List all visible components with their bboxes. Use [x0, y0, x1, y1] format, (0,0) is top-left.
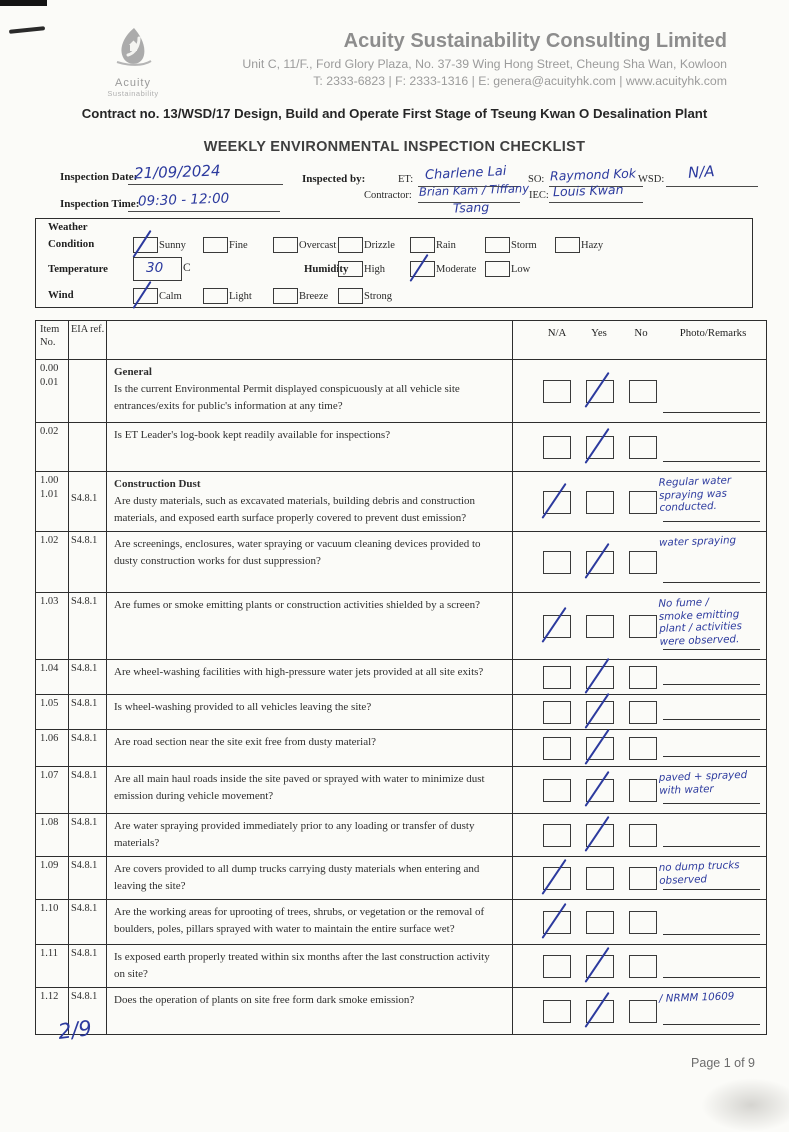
eia-ref: S4.8.1 — [71, 663, 98, 675]
checkbox-calm[interactable] — [133, 288, 158, 304]
header-yes: Yes — [591, 327, 607, 339]
checkbox-no[interactable] — [629, 737, 657, 760]
question-text: Are water spraying provided immediately prior to any loading or transfer of dusty materials? — [114, 820, 475, 850]
contract-line: Contract no. 13/WSD/17 Design, Build and Operate First Stage of Tseung Kwan O Desalination Plant — [81, 106, 708, 121]
checkbox-na[interactable] — [543, 1000, 571, 1023]
remark-line — [663, 846, 760, 847]
remark-line — [663, 719, 760, 720]
checkbox-na[interactable] — [543, 436, 571, 459]
checkbox-na[interactable] — [543, 701, 571, 724]
checkbox-no[interactable] — [629, 1000, 657, 1023]
contractor-label: Contractor: — [364, 190, 412, 201]
contractor-value: Brian Kam / Tiffany — [418, 181, 530, 199]
remark-line — [663, 1024, 760, 1025]
inspection-time-value: 09:30 - 12:00 — [137, 190, 230, 210]
answer-cell — [513, 593, 766, 659]
checkbox-no[interactable] — [629, 551, 657, 574]
header-question — [107, 321, 513, 359]
item-no: 1.02 — [40, 535, 59, 547]
checkbox-no[interactable] — [629, 666, 657, 689]
so-value: Raymond Kok — [549, 165, 637, 184]
header-photo-remarks: Photo/Remarks — [679, 327, 747, 339]
item-no: 1.06 — [40, 733, 59, 745]
item-no: 1.07 — [40, 770, 59, 782]
section-title: Construction Dust — [114, 478, 201, 490]
table-row — [36, 360, 766, 423]
weather-box-label: Weather — [48, 221, 88, 233]
weather-option-sunny — [133, 236, 186, 254]
header-item-line2: No. — [40, 337, 56, 348]
remark-line — [663, 684, 760, 685]
eia-cell — [69, 660, 107, 694]
remark-line — [663, 977, 760, 978]
weather-option-label: Sunny — [159, 239, 186, 251]
question-cell — [107, 660, 513, 694]
company-name: Acuity Sustainability Consulting Limited — [343, 30, 727, 52]
table-header-row — [36, 321, 766, 360]
answer-cell — [513, 532, 766, 592]
remark-handwriting: water spraying — [658, 534, 737, 550]
eia-ref: S4.8.1 — [71, 698, 98, 710]
answer-cell — [513, 472, 766, 531]
item-cell — [36, 814, 69, 856]
header-eia: EIA ref. — [69, 321, 107, 359]
checkbox-no[interactable] — [629, 491, 657, 514]
item-no-top: 0.00 — [40, 363, 59, 374]
question-text: Is wheel-washing provided to all vehicles leaving the site? — [114, 701, 372, 714]
remark-line — [663, 461, 760, 462]
table-row — [36, 532, 766, 593]
humidity-label: Humidity — [304, 263, 349, 275]
wind-label: Wind — [48, 289, 74, 301]
remark-handwriting: no dump trucks observed — [658, 859, 740, 887]
eia-cell — [69, 593, 107, 659]
temperature-unit: C — [183, 262, 191, 274]
item-cell — [36, 532, 69, 592]
wind-options — [36, 287, 752, 309]
weather-option-rain — [410, 236, 456, 254]
weather-option-moderate — [410, 260, 476, 278]
section-title: General — [114, 366, 152, 378]
header-no: No — [634, 327, 648, 339]
answer-cell — [513, 900, 766, 944]
weather-option-overcast — [273, 236, 336, 254]
company-logo — [100, 26, 166, 98]
question-cell — [107, 945, 513, 987]
checkbox-yes[interactable] — [586, 737, 614, 760]
table-row — [36, 472, 766, 532]
checkbox-no[interactable] — [629, 380, 657, 403]
wsd-label: WSD: — [638, 174, 665, 185]
checkbox-yes[interactable] — [586, 955, 614, 978]
checkbox-na[interactable] — [543, 551, 571, 574]
checkbox-high[interactable] — [338, 261, 363, 277]
remark-line — [663, 582, 760, 583]
checkbox-na[interactable] — [543, 666, 571, 689]
checkbox-yes[interactable] — [586, 779, 614, 802]
eia-cell — [69, 360, 107, 422]
checkbox-sunny[interactable] — [133, 237, 158, 253]
answer-cell — [513, 730, 766, 766]
eia-cell — [69, 814, 107, 856]
checkbox-low[interactable] — [485, 261, 510, 277]
table-row — [36, 695, 766, 730]
checkbox-yes[interactable] — [586, 824, 614, 847]
weather-option-breeze — [273, 287, 328, 305]
et-value: Charlene Lai — [424, 163, 507, 184]
checkbox-yes[interactable] — [586, 436, 614, 459]
item-cell — [36, 945, 69, 987]
weather-option-label: Drizzle — [364, 239, 395, 251]
question-text: Is ET Leader's log-book kept readily available for inspections? — [114, 429, 391, 441]
eia-cell — [69, 767, 107, 813]
answer-cell — [513, 814, 766, 856]
checkbox-na[interactable] — [543, 491, 571, 514]
eia-cell — [69, 472, 107, 531]
table-row — [36, 814, 766, 857]
checkbox-fine[interactable] — [203, 237, 228, 253]
question-text: Are covers provided to all dump trucks carrying dusty materials when entering and leaving the site? — [114, 863, 480, 893]
table-row — [36, 900, 766, 945]
question-text: Are road section near the site exit free from dusty material? — [114, 736, 377, 749]
weather-option-low — [485, 260, 530, 278]
weather-option-drizzle — [338, 236, 395, 254]
table-row — [36, 945, 766, 988]
weather-option-fine — [203, 236, 248, 254]
question-text: Are screenings, enclosures, water spraying or vacuum cleaning devices provided to dusty construction works for dust suppression? — [114, 538, 481, 568]
checkbox-na[interactable] — [543, 615, 571, 638]
weather-option-high — [338, 260, 385, 278]
checklist-table — [35, 320, 767, 1035]
page-number: Page 1 of 9 — [691, 1056, 755, 1070]
humidity-options — [36, 260, 752, 282]
weather-option-label: Strong — [364, 290, 393, 302]
checkbox-no[interactable] — [629, 615, 657, 638]
question-cell — [107, 857, 513, 899]
weather-option-label: Fine — [229, 239, 248, 251]
eia-cell — [69, 423, 107, 471]
contractor-value-line2: Tsang — [452, 199, 490, 216]
scan-corner-smudge — [701, 1078, 789, 1132]
question-cell — [107, 767, 513, 813]
question-cell — [107, 988, 513, 1034]
weather-option-label: Hazy — [581, 239, 604, 251]
answer-cell — [513, 857, 766, 899]
item-cell — [36, 695, 69, 729]
checklist-rows — [36, 360, 766, 1034]
eia-cell — [69, 900, 107, 944]
checkbox-yes[interactable] — [586, 491, 614, 514]
inspected-by-label: Inspected by: — [302, 173, 366, 185]
iec-value: Louis Kwan — [552, 181, 624, 200]
form-title: WEEKLY ENVIRONMENTAL INSPECTION CHECKLIST — [203, 139, 586, 155]
answer-cell — [513, 695, 766, 729]
item-cell — [36, 900, 69, 944]
weather-option-label: Light — [229, 290, 252, 302]
remark-handwriting: paved + sprayed with water — [658, 768, 748, 797]
checkbox-no[interactable] — [629, 867, 657, 890]
checkbox-strong[interactable] — [338, 288, 363, 304]
header-item-line1: Item — [40, 324, 60, 335]
checkbox-hazy[interactable] — [555, 237, 580, 253]
temperature-value: 30 — [146, 260, 164, 276]
company-contact: T: 2333-6823 | F: 2333-1316 | E: genera@acuityhk.com | www.acuityhk.com — [313, 74, 727, 88]
remark-handwriting: No fume / smoke emitting plant / activities were observed. — [658, 596, 743, 648]
acuity-leaf-logo-icon — [109, 57, 157, 74]
remark-line — [663, 521, 760, 522]
eia-ref: S4.8.1 — [71, 948, 98, 960]
header-answers — [513, 321, 766, 359]
item-cell — [36, 360, 69, 422]
condition-label: Condition — [48, 238, 95, 250]
weather-option-label: Moderate — [436, 263, 477, 275]
item-no: 1.01 — [40, 489, 59, 500]
weather-option-hazy — [555, 236, 603, 254]
item-no: 0.02 — [40, 426, 59, 437]
temperature-label: Temperature — [48, 263, 108, 275]
eia-cell — [69, 857, 107, 899]
checkbox-moderate[interactable] — [410, 261, 435, 277]
checkbox-breeze[interactable] — [273, 288, 298, 304]
remark-line — [663, 803, 760, 804]
eia-ref: S4.8.1 — [71, 903, 98, 915]
condition-options — [36, 236, 752, 258]
weather-option-strong — [338, 287, 392, 305]
checkbox-yes[interactable] — [586, 911, 614, 934]
eia-cell — [69, 730, 107, 766]
logo-title: Acuity — [115, 77, 151, 89]
question-cell — [107, 532, 513, 592]
checkbox-no[interactable] — [629, 824, 657, 847]
handwritten-page-number: 2/9 — [56, 1016, 94, 1044]
eia-cell — [69, 532, 107, 592]
remark-line — [663, 889, 760, 890]
answer-cell — [513, 660, 766, 694]
item-cell — [36, 593, 69, 659]
answer-cell — [513, 360, 766, 422]
checkbox-no[interactable] — [629, 701, 657, 724]
question-text: Are fumes or smoke emitting plants or construction activities shielded by a screen? — [114, 599, 480, 612]
inspection-date-label: Inspection Date: — [60, 171, 138, 183]
et-label: ET: — [398, 174, 414, 185]
eia-ref: S4.8.1 — [71, 493, 98, 504]
weather-option-storm — [485, 236, 537, 254]
weather-option-label: Storm — [511, 239, 537, 251]
question-cell — [107, 695, 513, 729]
eia-ref: S4.8.1 — [71, 733, 98, 745]
checkbox-yes[interactable] — [586, 1000, 614, 1023]
checkbox-no[interactable] — [629, 779, 657, 802]
table-row — [36, 988, 766, 1034]
iec-label: IEC: — [529, 190, 549, 201]
question-cell — [107, 360, 513, 422]
question-cell — [107, 472, 513, 531]
checkbox-light[interactable] — [203, 288, 228, 304]
checkbox-na[interactable] — [543, 824, 571, 847]
item-no-top: 1.00 — [40, 475, 59, 486]
item-no: 1.08 — [40, 817, 59, 829]
checkbox-na[interactable] — [543, 911, 571, 934]
question-text: Is the current Environmental Permit displayed conspicuously at all vehicle site entrances/exits for public's information at any time? — [114, 383, 460, 413]
item-no: 1.11 — [40, 948, 58, 960]
checkbox-storm[interactable] — [485, 237, 510, 253]
eia-cell — [69, 695, 107, 729]
question-cell — [107, 593, 513, 659]
remark-handwriting: Regular water spraying was conducted. — [658, 474, 732, 515]
weather-option-label: Overcast — [299, 239, 337, 251]
item-no: 0.01 — [40, 377, 59, 388]
table-row — [36, 593, 766, 660]
checkbox-no[interactable] — [629, 911, 657, 934]
weather-option-label: Calm — [159, 290, 182, 302]
item-no: 1.04 — [40, 663, 59, 675]
checkbox-yes[interactable] — [586, 380, 614, 403]
question-cell — [107, 730, 513, 766]
weather-box — [35, 218, 753, 308]
eia-ref: S4.8.1 — [71, 817, 98, 829]
eia-ref: S4.8.1 — [71, 991, 98, 1003]
item-no: 1.09 — [40, 860, 59, 872]
checkbox-yes[interactable] — [586, 615, 614, 638]
table-row — [36, 767, 766, 814]
question-cell — [107, 900, 513, 944]
answer-cell — [513, 988, 766, 1034]
weather-option-label: High — [364, 263, 385, 275]
checkbox-no[interactable] — [629, 955, 657, 978]
inspection-time-label: Inspection Time: — [60, 198, 140, 210]
question-cell — [107, 814, 513, 856]
so-label: SO: — [528, 174, 545, 185]
eia-cell — [69, 945, 107, 987]
checkbox-rain[interactable] — [410, 237, 435, 253]
item-cell — [36, 767, 69, 813]
checkbox-na[interactable] — [543, 380, 571, 403]
table-row — [36, 423, 766, 472]
question-text: Is exposed earth properly treated within six months after the last construction activity on site? — [114, 951, 490, 981]
item-cell — [36, 472, 69, 531]
eia-ref: S4.8.1 — [71, 596, 98, 608]
inspection-date-value: 21/09/2024 — [133, 161, 221, 183]
company-address: Unit C, 11/F., Ford Glory Plaza, No. 37-39 Wing Hong Street, Cheung Sha Wan, Kowloon — [242, 57, 727, 71]
remark-line — [663, 412, 760, 413]
question-text: Are dusty materials, such as excavated materials, building debris and construction materials, and exposed earth surface properly covered to prevent dust emission? — [114, 495, 476, 525]
logo-subtitle: Sustainability — [107, 89, 159, 98]
table-row — [36, 857, 766, 900]
wsd-value: N/A — [687, 162, 716, 182]
item-cell — [36, 857, 69, 899]
item-cell — [36, 730, 69, 766]
item-no: 1.10 — [40, 903, 59, 915]
checkbox-na[interactable] — [543, 737, 571, 760]
item-no: 1.12 — [40, 991, 59, 1003]
checkbox-overcast[interactable] — [273, 237, 298, 253]
weather-option-calm — [133, 287, 182, 305]
question-text: Does the operation of plants on site free form dark smoke emission? — [114, 994, 415, 1007]
item-cell — [36, 660, 69, 694]
remark-handwriting: / NRMM 10609 — [658, 990, 735, 1006]
checkbox-no[interactable] — [629, 436, 657, 459]
question-text: Are the working areas for uprooting of trees, shrubs, or vegetation or the removal of boulders, poles, pillars sprayed with water to maintain the entire surface wet? — [114, 906, 485, 936]
remark-line — [663, 934, 760, 935]
question-text: Are all main haul roads inside the site paved or sprayed with water to minimize dust emission during vehicle movement? — [114, 773, 485, 803]
question-text: Are wheel-washing facilities with high-pressure water jets provided at all site exits? — [114, 666, 484, 679]
header-item — [36, 321, 69, 359]
checkbox-na[interactable] — [543, 867, 571, 890]
eia-ref: S4.8.1 — [71, 770, 98, 782]
scan-artifact-bar — [0, 0, 47, 6]
checkbox-na[interactable] — [543, 955, 571, 978]
item-cell — [36, 423, 69, 471]
item-no: 1.05 — [40, 698, 59, 710]
weather-option-label: Rain — [436, 239, 456, 251]
answer-cell — [513, 945, 766, 987]
checkbox-yes[interactable] — [586, 666, 614, 689]
eia-ref: S4.8.1 — [71, 535, 98, 547]
header-na: N/A — [547, 327, 567, 339]
checkbox-yes[interactable] — [586, 867, 614, 890]
item-no: 1.03 — [40, 596, 59, 608]
weather-option-label: Breeze — [299, 290, 329, 302]
table-row — [36, 730, 766, 767]
pen-mark — [9, 26, 45, 33]
checkbox-drizzle[interactable] — [338, 237, 363, 253]
checkbox-yes[interactable] — [586, 701, 614, 724]
remark-line — [663, 756, 760, 757]
weather-option-label: Low — [511, 263, 531, 275]
question-cell — [107, 423, 513, 471]
weather-option-light — [203, 287, 252, 305]
answer-cell — [513, 423, 766, 471]
remark-line — [663, 649, 760, 650]
checkbox-yes[interactable] — [586, 551, 614, 574]
answer-cell — [513, 767, 766, 813]
eia-ref: S4.8.1 — [71, 860, 98, 872]
table-row — [36, 660, 766, 695]
checkbox-na[interactable] — [543, 779, 571, 802]
